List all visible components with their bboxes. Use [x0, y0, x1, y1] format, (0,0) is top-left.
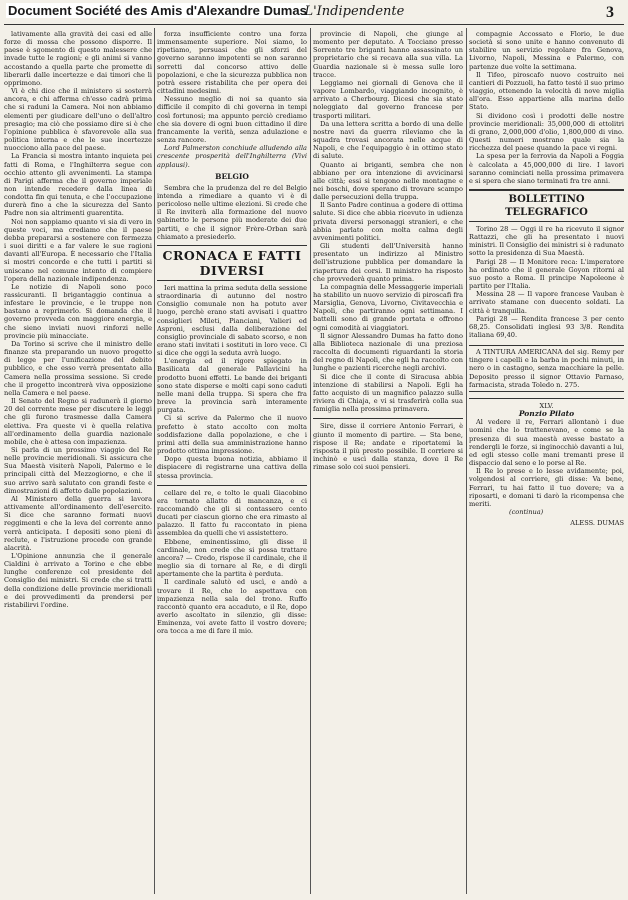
feuilleton-rule	[313, 418, 463, 419]
paragraph: Parigi 28 — Il Monitore reca: L'imperatore ha ordinato che il generale Goyon ritorni al suo posto a Roma. Il principe Napoleone è partito per l'Italia.	[469, 257, 624, 291]
paragraph: Nessuno meglio di noi sa quanto sia difficile il compito di chi governa in tempi così fortunosi; ma appunto perciò crediamo che sia dovere di ogni buon cittadino il dire francamente la verità, senza adulazione e senza rancore.	[157, 95, 307, 145]
paragraph: Si dice che il conte di Siracusa abbia intenzione di stabilirsi a Napoli. Egli ha fatto acquisto di un magnifico palazzo sulla riviera di Chiaja, e vi si trasferirà colla sua famiglia nella prossima primavera.	[313, 372, 463, 414]
newspaper-masthead: L'Indipendente	[304, 4, 405, 19]
paragraph: Messina 28 — Il vapore francese Vauban è arrivato stamane con duecento soldati. La città è tranquilla.	[469, 290, 624, 315]
paragraph: Il cardinale salutò ed uscì, e andò a trovare il Re, che lo aspettava con impazienza nella sala del trono. Ruffo raccontò quanto era accaduto, e il Re, dopo averlo ascoltato in silenzio, gli disse: Eminenza, voi avete fatto il vostro dovere; ora tocca a me di fare il mio.	[157, 578, 307, 636]
paragraph: Lord Palmerston conchiude alludendo alla crescente prosperità dell'Inghilterra (Vivi applausi).	[157, 144, 307, 169]
paragraph: lativamente alla gravità dei casi ed alle forze di mossa che possono disporre. Il paese è sgomento di questo malessere che invade tutte le ragioni; e gli animi si vanno accostando a quella parte che promette di liberarli dalle incertezze e dai timori che li opprimono.	[4, 30, 152, 87]
header-rule	[4, 24, 624, 25]
paragraph: Sembra che la prudenza del re del Belgio intenda a rimediare a quanto vi è di pericoloso nelle ultime elezioni. Si crede che il Re inviterà alla formazione del nuovo gabinetto le persone più moderate dei due partiti, e che il signor Frère-Orban sarà chiamato a presiederlo.	[157, 183, 307, 241]
paragraph: La spesa per la ferrovia da Napoli a Foggia è calcolata a 45,000,000 di lire. I lavori saranno cominciati nella prossima primavera e si spera che siano terminati fra tre anni.	[469, 152, 624, 185]
document-banner	[0, 0, 628, 22]
column-4	[469, 30, 624, 892]
paragraph: compagnie Accossato e Florio, le due società si sono unite e hanno convenuto di stabilire un servizio regolare fra Genova, Livorno, Napoli, Messina e Palermo, con partenze due volte la settimana.	[469, 30, 624, 71]
column-divider	[154, 28, 155, 894]
paragraph: forza insufficiente contro una forza immensamente superiore. Noi siamo, lo ripetiamo, persuasi che gli sforzi del governo saranno impotenti se non saranno sorretti dal concorso attivo delle popolazioni, e che la sicurezza pubblica non potrà essere ristabilita che per opera dei cittadini medesimi.	[157, 30, 307, 96]
column-1	[4, 30, 152, 892]
source-label: Document Société des Amis d'Alexandre Dumas	[8, 3, 307, 18]
paragraph: Il Senato del Regno si radunerà il giorno 20 del corrente mese per discutere le leggi che gli furono trasmesse dalla Camera elettiva. Fra queste vi è quella relativa all'ordinamento della guardia nazionale mobile, che è attesa con impazienza.	[4, 397, 152, 446]
paragraph: provincie di Napoli, che giunge al momento per deputato. A Tocciano presso Sorrento tre briganti hanno assassinato un proprietario che si recava alla sua villa. La Guardia nazionale si è messa sulle loro tracce.	[313, 30, 463, 79]
paragraph: Leggiamo nei giornali di Genova che il vapore Lombardo, viaggiando incognito, è arrivato a Cherbourg. Dicesi che sia stato noleggiato dal governo francese per trasporti militari.	[313, 78, 463, 120]
paragraph: Da Torino si scrive che il ministro delle finanze sta preparando un nuovo progetto di legge per l'unificazione del debito pubblico, e che esso verrà presentato alla Camera nella prossima sessione. Si crede che il progetto incontrerà viva opposizione nella Camera e nel paese.	[4, 339, 152, 397]
paragraph: Ieri mattina la prima seduta della sessione straordinaria di autunno del nostro Consiglio comunale non ha potuto aver luogo, perchè erano stati avvisati i quattro consiglieri Mileti, Pianciani, Valieri ed Asproni, esclusi dalla deliberazione del consiglio provinciale di sabato scorso, e non erano stati invitati i sostituti in loro vece. Ci si dice che oggi la seduta avrà luogo.	[157, 283, 307, 358]
paragraph: Gli studenti dell'Università hanno presentato un indirizzo al Ministro dell'istruzione pubblica per domandare la riapertura dei corsi. Il ministro ha risposto che provvederà quanto prima.	[313, 242, 463, 283]
paragraph: Il Tifeo, piroscafo nuovo costruito nei cantieri di Pozzuoli, ha fatto testé il suo primo viaggio, ottenendo la velocità di nove miglia all'ora. Esso appartiene alla marina dello Stato.	[469, 70, 624, 112]
paragraph: L'energia ed il rigore spiegato in Basilicata dal generale Pallavicini ha prodotto buoni effetti. Le bande dei briganti sono state disperse e molti capi sono caduti nelle mani della truppa. Si spera che fra breve la provincia sarà interamente purgata.	[157, 357, 307, 415]
paragraph: Si parla di un prossimo viaggio del Re nelle provincie meridionali. Si assicura che Sua Maestà visiterà Napoli, Palermo e le principali città del Mezzogiorno, e che il suo arrivo sarà salutato con grandi feste e dimostrazioni di affetto dalle popolazioni.	[4, 445, 152, 495]
column-divider	[466, 28, 467, 894]
paragraph: Al vedere il re, Ferrari allontanò i due uomini che lo trattenevano, e come se la presenza di sua maestà avesse bastato a rendergli le forze, si inginocchiò davanti a lui, ed egli stesso colle mani tremanti prese il dispaccio dal seno e lo porse al Re.	[469, 418, 624, 468]
paragraph: Ci si scrive da Palermo che il nuovo prefetto è stato accolto con molta soddisfazione dalla popolazione, e che i primi atti della sua amministrazione hanno prodotto ottima impressione.	[157, 414, 307, 456]
feuilleton-rule	[157, 485, 307, 486]
paragraph: Si dividono così i prodotti delle nostre provincie meridionali: 35,000,000 di ettolitri di grano, 2,000,000 d'olio, 1,800,000 di vino. Questi numeri mostrano quale sia la ricchezza del paese quando la pace vi regni.	[469, 111, 624, 153]
paragraph: Torino 28 — Oggi il re ha ricevuto il signor Rattazzi, che gli ha presentato i nuovi ministri. Il Consiglio dei ministri si è radunato sotto la presidenza di Sua Maestà.	[469, 224, 624, 258]
paragraph: Sire, disse il corriere Antonio Ferrari, è giunto il momento di partire. — Sta bene, rispose il Re; andate e riportatemi la risposta il più presto possibile. Il corriere si inchinò e uscì dalla stanza, dove il Re rimase solo coi suoi pensieri.	[313, 422, 463, 472]
paragraph: La compagnia delle Messaggerie imperiali ha stabilito un nuovo servizio di piroscafi fra Marsiglia, Genova, Livorno, Civitavecchia e Napoli, che partiranno ogni settimana. I battelli sono di grande portata e offrono ogni comodità ai viaggiatori.	[313, 282, 463, 332]
author-signature: ALESS. DUMAS	[570, 519, 624, 528]
paragraph: Quanto ai briganti, sembra che non abbiano per ora intenzione di avvicinarsi alle città; essi si tengono nelle montagne e nei boschi, dove sperano di trovare scampo dalle persecuzioni della truppa.	[313, 160, 463, 202]
column-divider	[310, 28, 311, 894]
continua-note: (continua)	[509, 507, 544, 516]
advertisement	[469, 345, 624, 392]
paragraph: cellare del re, e tolto le quali Giacobino era tornato allatto di mancanza, e ci raccomandò che gli si contassero cento ducati per ciascun giorno che era rimasto al palazzo. Il fatto fu raccontato in piena assemblea da quelli che vi assistettero.	[157, 488, 307, 538]
advertisement-text: A TINTURA AMERICANA del sig. Remy per tingere i capelli e la barba in pochi minuti, in nero o in castagno, senza macchiare la pelle. Deposito presso il signor Ottavio Parnaso, farmacista, strada Toledo n. 275.	[469, 348, 624, 389]
feuilleton-chapter-number: XLV.	[539, 401, 554, 410]
section-heading-belgio: BELGIO	[215, 171, 249, 181]
paragraph: Noi non sappiamo quanto vi sia di vero in queste voci, ma crediamo che il paese debba prepararsi a sostenere con fermezza i suoi diritti e a far valere le sue ragioni davanti all'Europa. È necessario che l'Italia si mostri concorde e che tutti i partiti si uniscano nel comune intento di compiere l'opera della nazionale indipendenza.	[4, 217, 152, 283]
paragraph: Il Santo Padre continua a godere di ottima salute. Si dice che abbia ricevuto in udienza privata diversi personaggi stranieri, e che abbia parlato con molta calma degli avvenimenti politici.	[313, 201, 463, 242]
paragraph: Parigi 28 — Rendita francese 3 per cento 68,25. Consolidati inglesi 93 3/8. Rendita italiana 69,40.	[469, 314, 624, 339]
column-3	[313, 30, 463, 892]
paragraph: Da una lettera scritta a bordo di una delle nostre navi da guerra rileviamo che la squadra trovasi ancorata nelle acque di Napoli, e che l'equipaggio è in ottimo stato di salute.	[313, 119, 463, 161]
section-heading-cronaca: CRONACA E FATTI DIVERSI	[157, 245, 307, 281]
paragraph: Il Re lo prese e lo lesse avidamente; poi, volgendosi al corriere, gli disse: Va bene, Ferrari, tu hai fatto il tuo dovere; va a riposarti, e domani ti darò la ricompensa che meriti.	[469, 467, 624, 508]
feuilleton-title: Ponzio Pilato	[518, 409, 575, 419]
paragraph: Al Ministero della guerra si lavora attivamente all'ordinamento dell'esercito. Si dice che saranno formati nuovi reggimenti e che la leva del corrente anno verrà anticipata. I depositi sono pieni di reclute, e l'istruzione procede con grande alacrità.	[4, 494, 152, 552]
section-heading-bollettino: BOLLETTINO TELEGRAFICO	[469, 189, 624, 222]
paragraph: La Francia si mostra intanto inquieta pei fatti di Roma, e l'Inghilterra segue con occhio attento gli avvenimenti. La stampa di Parigi afferma che il governo imperiale non intende recedere dalla linea di condotta fin qui tenuta, e che l'occupazione durerà fino a che la sicurezza del Santo Padre non sia altrimenti guarentita.	[4, 152, 152, 218]
paragraph: Ebbene, eminentissimo, gli disse il cardinale, non crede che si possa trattare ancora? — Credo, rispose il cardinale, che il meglio sia di tornare al Re, e di dirgli apertamente che la partita è perduta.	[157, 537, 307, 579]
column-2	[157, 30, 307, 892]
paragraph: L'Opinione annunzia che il generale Cialdini è arrivato a Torino e che ebbe lunghe conferenze col presidente del Consiglio dei ministri. Si crede che si tratti della condizione delle provincie meridionali e dei provvedimenti da prendersi per ristabilirvi l'ordine.	[4, 552, 152, 609]
page-number: 3	[606, 4, 614, 21]
paragraph: Dopo questa buona notizia, abbiamo il dispiacere di registrarne una cattiva della stessa provincia.	[157, 455, 307, 480]
paragraph: Vi è chi dice che il ministero si sosterrà ancora, e chi afferma ch'esso cadrà prima che si raduni la Camera. Noi non abbiamo elementi per giudicare dell'uno o dell'altro presagio; ma ciò che possiamo dire si è che l'opinione pubblica è sfavorevole alla sua politica interna e che le sue incertezze nuocciono alla pace del paese.	[4, 87, 152, 153]
paragraph: Il signor Alessandro Dumas ha fatto dono alla Biblioteca nazionale di una preziosa raccolta di documenti riguardanti la storia del regno di Napoli, che egli ha raccolto con lunghe e pazienti ricerche negli archivi.	[313, 331, 463, 373]
feuilleton-rule	[469, 398, 624, 399]
paragraph: Le notizie di Napoli sono poco rassicuranti. Il brigantaggio continua a infestare le provincie, e le truppe non bastano a reprimerlo. Si domanda che il governo provveda con maggiore energia, e che sieno inviati nuovi rinforzi nelle provincie più minacciate.	[4, 282, 152, 340]
